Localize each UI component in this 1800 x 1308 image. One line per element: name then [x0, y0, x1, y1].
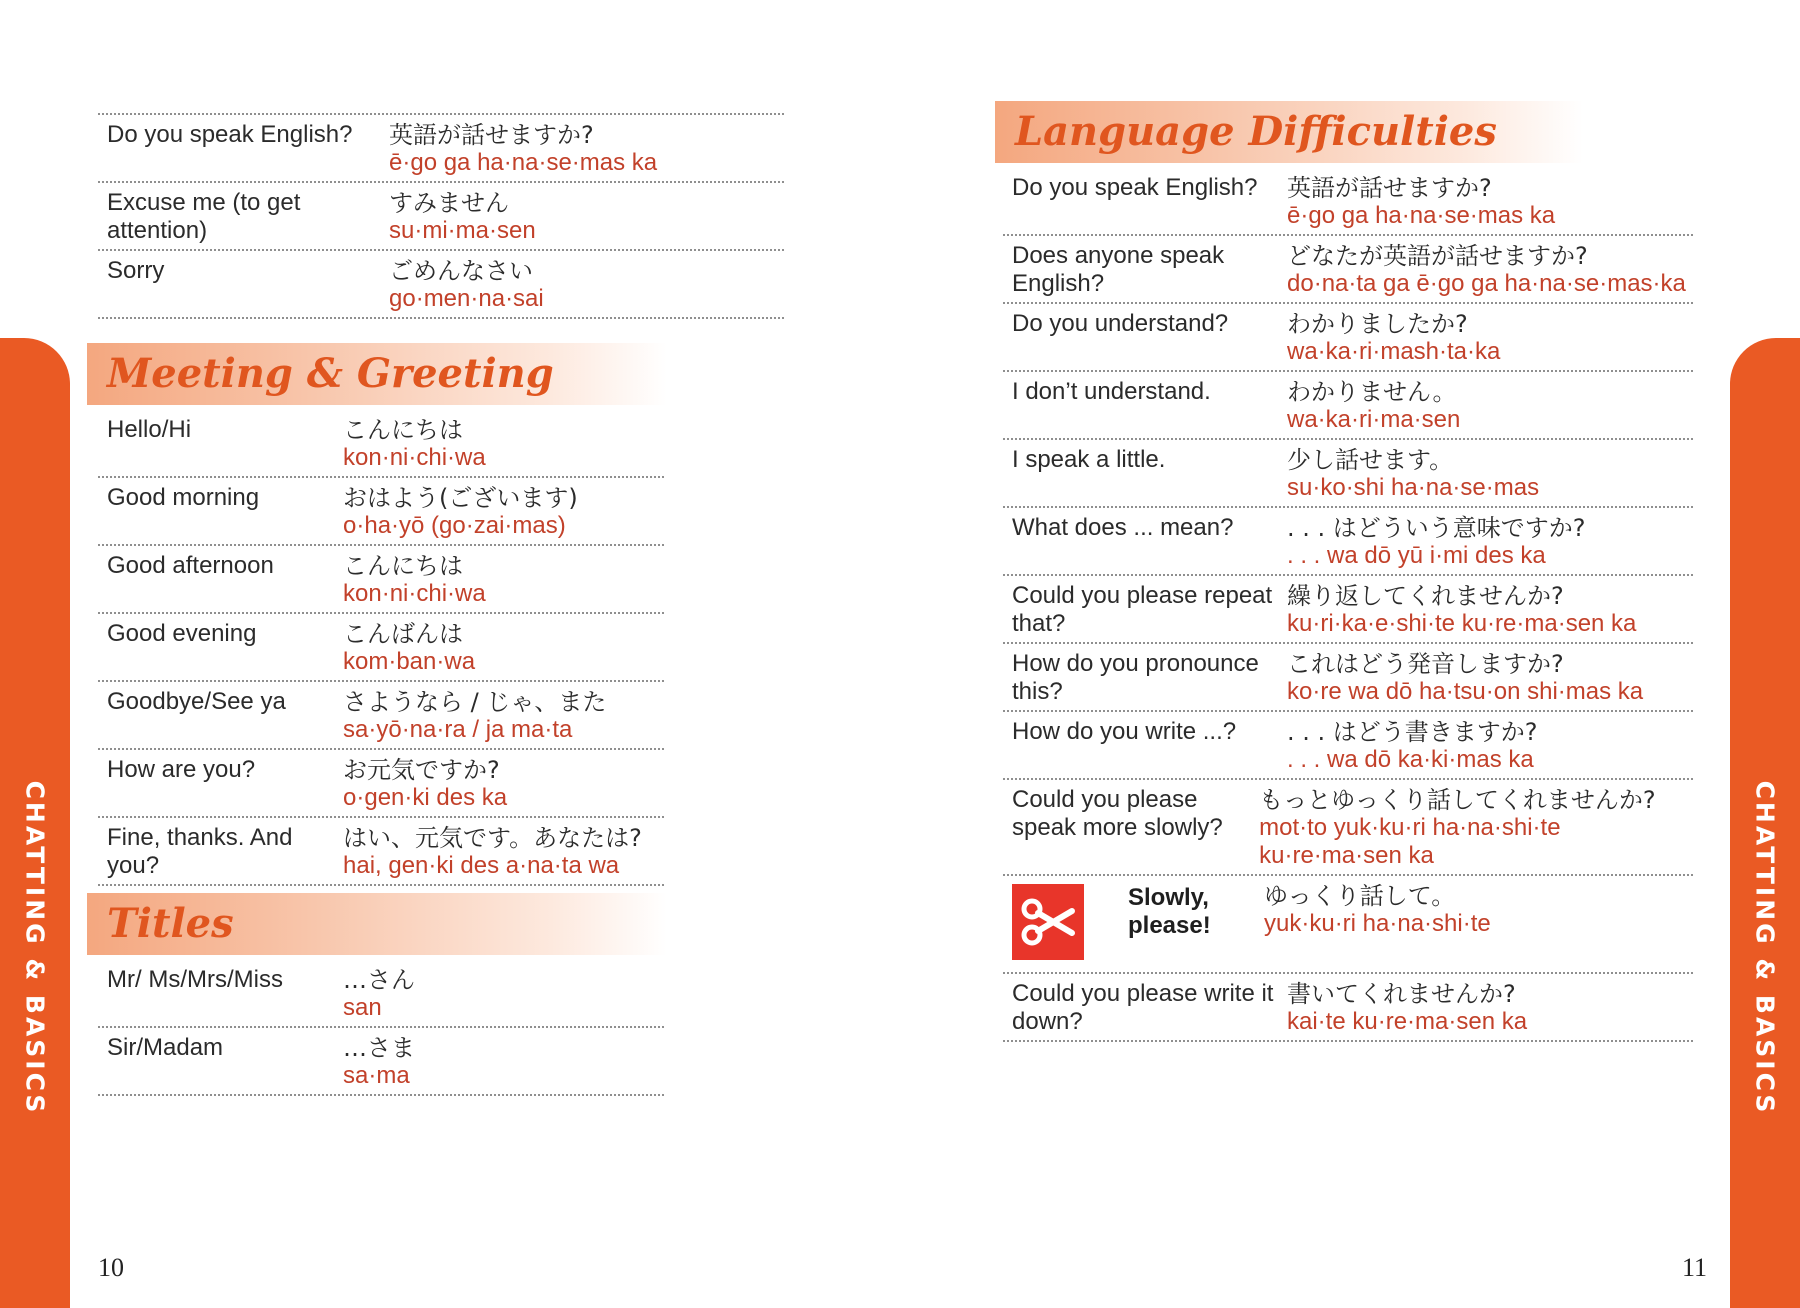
phrase-english: Sorry [107, 257, 165, 284]
phrase-translation [343, 960, 415, 1026]
phrase-english: Fine, thanks. And you? [107, 824, 293, 879]
phrase-translation [389, 183, 536, 249]
phrase-romanization: wa·ka·ri·ma·sen [1287, 406, 1461, 433]
phrase-row [1003, 712, 1693, 780]
phrase-romanization: ku·ri·ka·e·shi·te ku·re·ma·sen ka [1287, 610, 1637, 637]
phrase-romanization: su·ko·shi ha·na·se·mas [1287, 474, 1540, 501]
phrase-english: Does anyone speak English? [1012, 242, 1225, 297]
phrase-romanization: o·ha·yō (go·zai·mas) [343, 512, 566, 539]
phrase-romanization: . . . wa dō ka·ki·mas ka [1287, 746, 1534, 773]
phrase-translation [389, 115, 657, 181]
phrase-romanization: kai·te ku·re·ma·sen ka [1287, 1008, 1528, 1035]
side-tab-label-left: CHATTING & BASICS [20, 780, 50, 1116]
phrase-english: Could you please repeat that? [1012, 582, 1273, 637]
phrase-english: Good afternoon [107, 552, 274, 579]
section-heading-language: Language Difficulties [995, 101, 1583, 163]
phrase-translation [343, 478, 578, 544]
phrase-row [98, 960, 664, 1028]
phrase-row [98, 818, 664, 886]
phrase-romanization: kom·ban·wa [343, 648, 476, 675]
phrase-translation [1287, 440, 1539, 506]
phrase-english: Mr/ Ms/Mrs/Miss [107, 966, 283, 993]
phrase-japanese: 英語が話せますか? [389, 121, 594, 149]
scissors-icon [1012, 884, 1084, 960]
phrase-japanese: わかりましたか? [1287, 310, 1468, 338]
phrase-translation [1259, 780, 1693, 874]
phrase-japanese: 繰り返してくれませんか? [1287, 582, 1564, 610]
phrase-translation [1287, 168, 1555, 234]
phrase-japanese: さようなら / じゃ、また [343, 688, 607, 716]
phrase-english: Sir/Madam [107, 1034, 224, 1061]
phrase-japanese: 書いてくれませんか? [1287, 980, 1516, 1008]
phrase-english: How do you write ...? [1012, 718, 1237, 745]
phrase-english: Good morning [107, 484, 260, 511]
phrase-japanese: お元気ですか? [343, 756, 500, 784]
phrase-english: Good evening [107, 620, 257, 647]
phrase-row [98, 115, 784, 183]
phrase-japanese: こんにちは [343, 416, 463, 444]
phrase-japanese: ごめんなさい [389, 257, 533, 285]
phrase-row [1003, 168, 1693, 236]
phrase-table-language [1003, 168, 1693, 1042]
phrase-japanese: わかりません。 [1287, 378, 1457, 406]
phrase-row [98, 1028, 664, 1096]
phrase-row [98, 546, 664, 614]
phrase-row [1003, 644, 1693, 712]
phrase-romanization: mot·to yuk·ku·ri ha·na·shi·te ku·re·ma·sen ka [1259, 814, 1561, 869]
phrase-romanization: ē·go ga ha·na·se·mas ka [1287, 202, 1556, 229]
section-heading-titles: Titles [87, 893, 667, 955]
phrase-row [98, 478, 664, 546]
phrase-translation [1264, 876, 1491, 972]
phrase-row [98, 251, 784, 319]
phrase-romanization: yuk·ku·ri ha·na·shi·te [1264, 910, 1491, 937]
phrase-english: Excuse me (to get attention) [107, 189, 301, 244]
page-number-left: 10 [98, 1253, 124, 1282]
phrase-translation [1287, 974, 1527, 1040]
phrase-english: Could you please speak more slowly? [1012, 786, 1223, 841]
phrase-translation [343, 818, 642, 884]
phrase-japanese: 英語が話せますか? [1287, 174, 1492, 202]
phrase-japanese: . . . はどう書きますか? [1287, 718, 1538, 746]
phrase-row [98, 750, 664, 818]
phrase-row [1003, 236, 1693, 304]
phrase-english: Do you understand? [1012, 310, 1229, 337]
phrase-english: What does ... mean? [1012, 514, 1234, 541]
phrase-japanese: はい、元気です。あなたは? [343, 824, 642, 852]
phrase-english: Do you speak English? [107, 121, 353, 148]
phrase-japanese: …さん [343, 966, 415, 994]
phrase-row [1003, 304, 1693, 372]
phrase-translation [343, 614, 475, 680]
phrase-romanization: sa·yō·na·ra / ja ma·ta [343, 716, 573, 743]
phrase-romanization: ko·re wa dō ha·tsu·on shi·mas ka [1287, 678, 1644, 705]
phrase-romanization: hai, gen·ki des a·na·ta wa [343, 852, 620, 879]
phrase-romanization: san [343, 994, 382, 1021]
phrase-translation [1287, 644, 1643, 710]
phrase-row [1003, 974, 1693, 1042]
phrase-english: Hello/Hi [107, 416, 192, 443]
phrase-romanization: wa·ka·ri·mash·ta·ka [1287, 338, 1501, 365]
phrase-romanization: o·gen·ki des ka [343, 784, 508, 811]
phrase-row [98, 682, 664, 750]
phrase-english: I don’t understand. [1012, 378, 1211, 405]
phrase-japanese: これはどう発音しますか? [1287, 650, 1564, 678]
phrase-japanese: ゆっくり話して。 [1264, 882, 1456, 910]
phrase-translation [1287, 236, 1686, 302]
phrase-row [1003, 440, 1693, 508]
side-tab-left [0, 338, 70, 1308]
phrase-translation [343, 682, 606, 748]
phrase-japanese: こんばんは [343, 620, 463, 648]
phrase-row [98, 614, 664, 682]
tip-row [1003, 876, 1693, 974]
phrase-japanese: . . . はどういう意味ですか? [1287, 514, 1586, 542]
phrase-japanese: どなたが英語が話せますか? [1287, 242, 1588, 270]
section-heading-meeting: Meeting & Greeting [87, 343, 667, 405]
phrase-table-top [98, 113, 784, 319]
phrase-english: How are you? [107, 756, 256, 783]
phrase-japanese: おはよう(ございます) [343, 484, 578, 512]
phrase-translation [1287, 712, 1538, 778]
phrase-row [1003, 372, 1693, 440]
phrase-table-titles [98, 960, 664, 1096]
phrase-japanese: …さま [343, 1034, 415, 1062]
phrase-row [1003, 508, 1693, 576]
phrase-translation [343, 1028, 415, 1094]
phrase-english: How do you pronounce this? [1012, 650, 1259, 705]
phrase-romanization: ē·go ga ha·na·se·mas ka [389, 149, 658, 176]
phrase-translation [1287, 576, 1636, 642]
tip-label: Slowly, please! [1128, 884, 1211, 939]
phrase-translation [389, 251, 544, 317]
side-tab-label-right: CHATTING & BASICS [1750, 780, 1780, 1116]
scissors-icon-graphic [1018, 897, 1078, 947]
phrase-romanization: su·mi·ma·sen [389, 217, 536, 244]
phrase-translation [1287, 304, 1500, 370]
phrase-romanization: do·na·ta ga ē·go ga ha·na·se·mas·ka [1287, 270, 1686, 297]
phrase-romanization: . . . wa dō yū i·mi des ka [1287, 542, 1546, 569]
phrase-table-meeting [98, 410, 664, 886]
phrase-romanization: kon·ni·chi·wa [343, 580, 486, 607]
side-tab-right [1730, 338, 1800, 1308]
phrase-translation [1287, 372, 1460, 438]
phrase-romanization: go·men·na·sai [389, 285, 544, 312]
phrase-translation [343, 750, 507, 816]
phrase-english: Goodbye/See ya [107, 688, 286, 715]
phrase-english: Do you speak English? [1012, 174, 1258, 201]
phrase-row [98, 410, 664, 478]
phrase-row [98, 183, 784, 251]
page-number-right: 11 [1682, 1253, 1708, 1282]
phrase-romanization: kon·ni·chi·wa [343, 444, 486, 471]
phrase-translation [343, 546, 486, 612]
phrase-translation [343, 410, 486, 476]
phrase-row [1003, 780, 1693, 876]
phrase-japanese: もっとゆっくり話してくれませんか? [1259, 786, 1656, 814]
phrase-japanese: 少し話せます。 [1287, 446, 1454, 474]
phrase-english: I speak a little. [1012, 446, 1166, 473]
phrase-english: Could you please write it down? [1012, 980, 1274, 1035]
phrase-translation [1287, 508, 1586, 574]
phrase-japanese: こんにちは [343, 552, 463, 580]
phrase-row [1003, 576, 1693, 644]
phrase-japanese: すみません [389, 189, 509, 217]
phrase-romanization: sa·ma [343, 1062, 410, 1089]
